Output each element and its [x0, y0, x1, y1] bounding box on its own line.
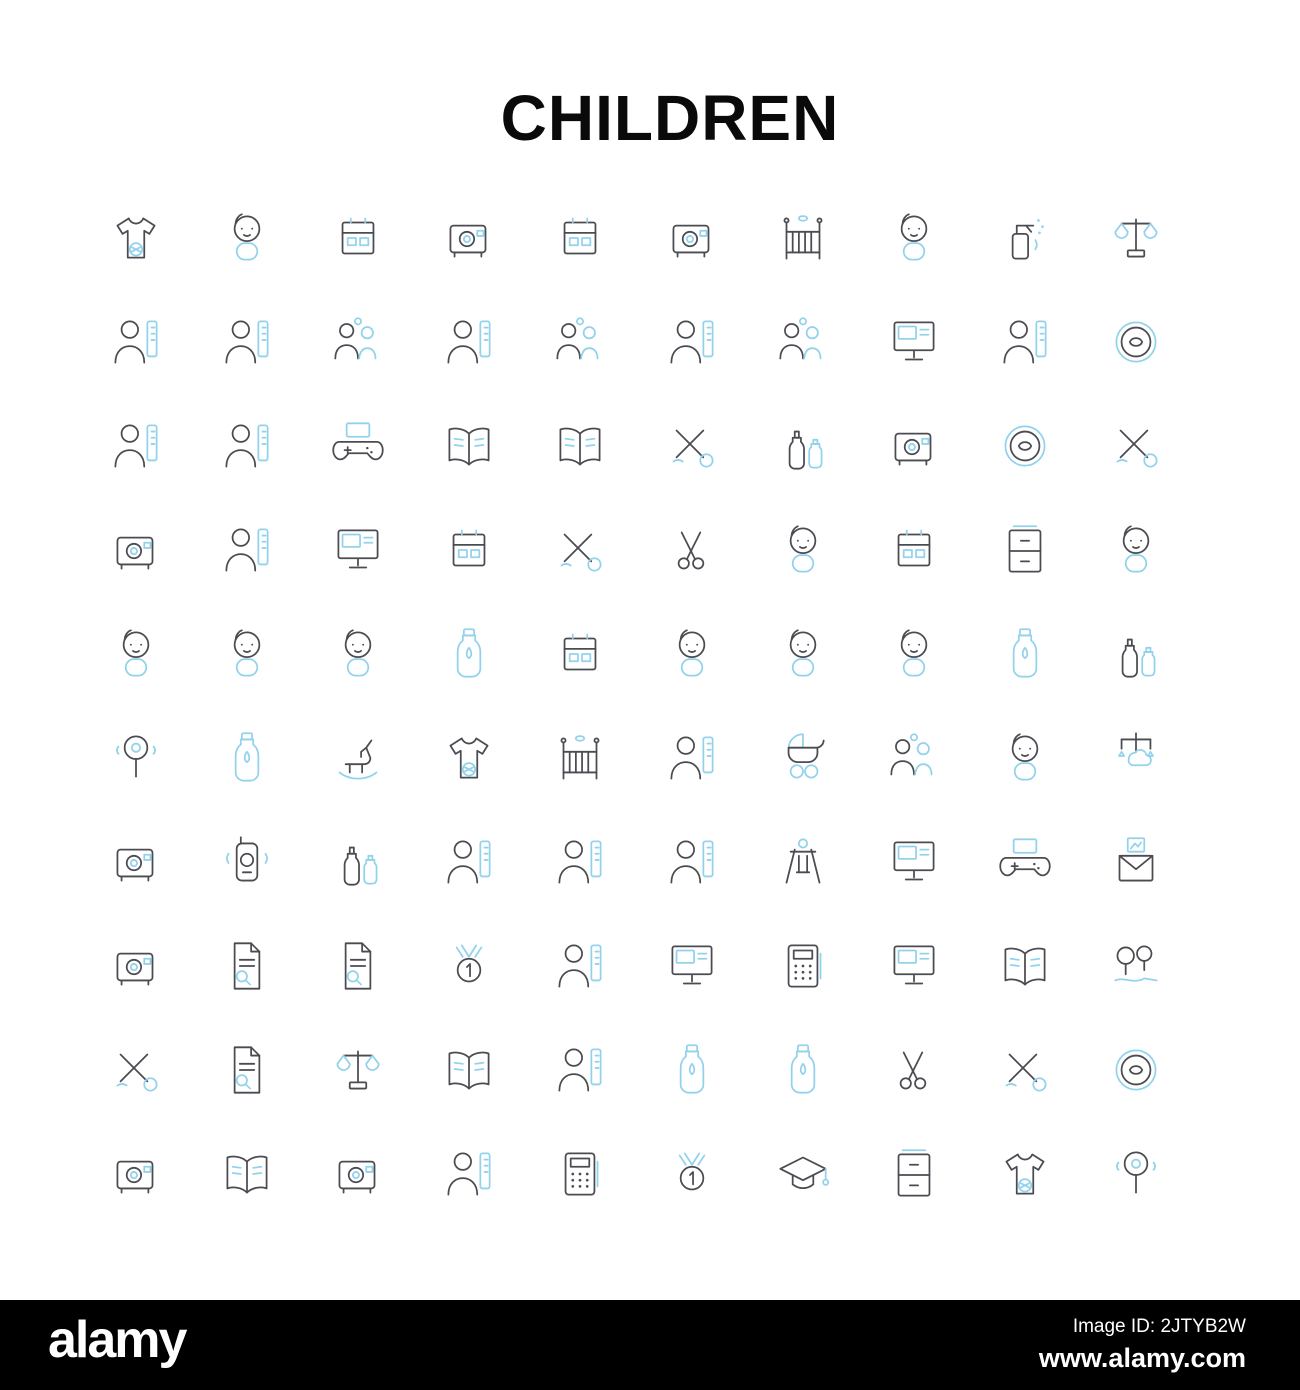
- icon-cell: [858, 1018, 969, 1122]
- icon-cell: [636, 290, 747, 394]
- baby-in-bath-icon: [881, 621, 947, 687]
- icon-cell: [302, 498, 413, 602]
- sports-jersey-icon: [103, 205, 169, 271]
- baby-with-pacifier-icon: [992, 725, 1058, 791]
- child-with-hourglass-icon: [547, 829, 613, 895]
- baby-crib-icon: [547, 725, 613, 791]
- baby-in-costume-icon: [1103, 517, 1169, 583]
- icon-cell: [858, 1122, 969, 1226]
- book-with-bookmark-icon: [214, 1141, 280, 1207]
- icon-cell: [302, 1122, 413, 1226]
- pediatric-nurse-icon: [103, 413, 169, 479]
- icon-cell: [1081, 186, 1192, 290]
- icon-cell: [302, 394, 413, 498]
- icon-cell: [414, 498, 525, 602]
- table-tennis-paddle-icon: [1103, 1141, 1169, 1207]
- scientist-with-test-tube-icon: [436, 309, 502, 375]
- icon-cell: [525, 602, 636, 706]
- icon-cell: [525, 290, 636, 394]
- icon-cell: [302, 290, 413, 394]
- book-with-pencil-icon: [547, 413, 613, 479]
- air-humidifier-icon: [992, 621, 1058, 687]
- icon-cell: [525, 1018, 636, 1122]
- watermark-url: www.alamy.com: [1038, 1343, 1246, 1373]
- icon-cell: [80, 706, 191, 810]
- child-in-bed-icon: [770, 205, 836, 271]
- icon-cell: [302, 1018, 413, 1122]
- baby-in-hooded-towel-icon: [659, 621, 725, 687]
- glue-tube-icon: [659, 1037, 725, 1103]
- icon-cell: [80, 810, 191, 914]
- construction-engineer-icon: [547, 1037, 613, 1103]
- embroidery-hoop-icon: [992, 413, 1058, 479]
- icon-cell: [302, 914, 413, 1018]
- milk-bottles-icon: [770, 413, 836, 479]
- icon-cell: [80, 1122, 191, 1226]
- icon-cell: [636, 1018, 747, 1122]
- gamepad-with-cap-icon: [992, 829, 1058, 895]
- watermark-meta: [1039, 1316, 1246, 1374]
- wardrobe-icon: [881, 1141, 947, 1207]
- mother-child-and-clock-icon: [881, 725, 947, 791]
- icon-cell: [302, 602, 413, 706]
- icon-cell: [414, 394, 525, 498]
- icon-cell: [747, 290, 858, 394]
- id-card-icon: [325, 933, 391, 999]
- icon-cell: [414, 706, 525, 810]
- approved-document-icon: [214, 1037, 280, 1103]
- student-at-desk-icon: [436, 1141, 502, 1207]
- baby-on-potty-icon: [770, 621, 836, 687]
- icon-cell: [80, 1018, 191, 1122]
- envelope-with-photo-icon: [1103, 829, 1169, 895]
- calendar-with-tooth-icon: [325, 205, 391, 271]
- first-place-medal-icon: [436, 933, 502, 999]
- baby-dresser-icon: [992, 517, 1058, 583]
- baby-food-jars-icon: [325, 829, 391, 895]
- icon-cell: [414, 186, 525, 290]
- icon-cell: [1081, 914, 1192, 1018]
- icon-cell: [525, 914, 636, 1018]
- wipes-box-with-cat-icon: [436, 517, 502, 583]
- page-title: CHILDREN: [500, 82, 840, 154]
- online-learning-screen-icon: [881, 829, 947, 895]
- alamy-logo: alamy: [48, 1311, 186, 1369]
- icon-cell: [636, 186, 747, 290]
- breast-pump-icon: [214, 725, 280, 791]
- icon-cell: [747, 394, 858, 498]
- park-trees-icon: [1103, 933, 1169, 999]
- icon-cell: [747, 186, 858, 290]
- school-kid-icon: [214, 517, 280, 583]
- icon-cell: [525, 1122, 636, 1226]
- hairbrush-and-comb-icon: [547, 517, 613, 583]
- image-id-label: Image ID:: [1072, 1316, 1156, 1337]
- icon-cell: [970, 914, 1081, 1018]
- paint-roller-icon: [992, 1037, 1058, 1103]
- icon-cell: [191, 186, 302, 290]
- award-rosette-icon: [659, 1141, 725, 1207]
- baby-romper-icon: [436, 725, 502, 791]
- monitor-with-book-icon: [659, 933, 725, 999]
- icon-cell: [970, 1122, 1081, 1226]
- icon-cell: [302, 810, 413, 914]
- icon-cell: [414, 290, 525, 394]
- icon-cell: [747, 498, 858, 602]
- clock-stand-icon: [103, 933, 169, 999]
- icon-cell: [858, 394, 969, 498]
- child-at-table-icon: [659, 829, 725, 895]
- thermos-flask-icon: [770, 1037, 836, 1103]
- icon-cell: [1081, 1018, 1192, 1122]
- number-blocks-icon: [547, 205, 613, 271]
- icon-cell: [1081, 394, 1192, 498]
- swing-set-icon: [770, 829, 836, 895]
- baby-lotion-bottle-icon: [436, 621, 502, 687]
- icon-cell: [636, 706, 747, 810]
- icon-cell: [191, 394, 302, 498]
- icon-cell: [191, 602, 302, 706]
- icon-cell: [191, 1122, 302, 1226]
- baby-monitor-handset-icon: [214, 829, 280, 895]
- icon-cell: [858, 186, 969, 290]
- calculator-icon: [547, 1141, 613, 1207]
- icon-cell: [414, 914, 525, 1018]
- icon-cell: [525, 498, 636, 602]
- icon-cell: [414, 1018, 525, 1122]
- icon-cell: [970, 290, 1081, 394]
- icon-cell: [747, 1018, 858, 1122]
- image-id: [1039, 1316, 1246, 1338]
- icon-cell: [414, 602, 525, 706]
- nurse-with-child-icon: [770, 309, 836, 375]
- safe-box-icon: [436, 205, 502, 271]
- icon-cell: [1081, 810, 1192, 914]
- icon-cell: [747, 914, 858, 1018]
- baby-car-seat-icon: [881, 517, 947, 583]
- wedding-couple-icon: [547, 309, 613, 375]
- icon-cell: [302, 186, 413, 290]
- projector-icon: [103, 1141, 169, 1207]
- watermark-bar: [0, 1300, 1300, 1390]
- baby-stroller-icon: [770, 725, 836, 791]
- photo-editor-window-icon: [881, 933, 947, 999]
- child-vaccination-icon: [992, 309, 1058, 375]
- toy-machine-icon: [881, 413, 947, 479]
- icon-cell: [1081, 290, 1192, 394]
- craft-scissors-icon: [881, 1037, 947, 1103]
- image-id-value: 2JTYB2W: [1160, 1316, 1246, 1337]
- crib-mobile-icon: [1103, 725, 1169, 791]
- family-group-icon: [325, 309, 391, 375]
- icon-cell: [191, 914, 302, 1018]
- icon-cell: [80, 394, 191, 498]
- icon-cell: [858, 706, 969, 810]
- breastfeeding-mother-icon: [659, 725, 725, 791]
- washing-hands-icon: [992, 205, 1058, 271]
- math-books-icon: [436, 1037, 502, 1103]
- icon-cell: [191, 1018, 302, 1122]
- fetus-in-womb-icon: [1103, 309, 1169, 375]
- icon-cell: [302, 706, 413, 810]
- garden-shovel-icon: [103, 1037, 169, 1103]
- icon-cell: [636, 914, 747, 1018]
- icon-cell: [80, 186, 191, 290]
- icon-cell: [191, 498, 302, 602]
- icon-cell: [1081, 602, 1192, 706]
- photo-printer-icon: [325, 1141, 391, 1207]
- icon-cell: [858, 602, 969, 706]
- icon-cell: [970, 810, 1081, 914]
- scissors-icon: [659, 517, 725, 583]
- icon-cell: [747, 1122, 858, 1226]
- baby-with-blanket-icon: [325, 621, 391, 687]
- icon-cell: [80, 914, 191, 1018]
- baby-with-thermometer-icon: [103, 621, 169, 687]
- baby-wipes-pack-icon: [547, 621, 613, 687]
- person-with-coffee-icon: [547, 933, 613, 999]
- icon-cell: [858, 914, 969, 1018]
- icon-cell: [858, 810, 969, 914]
- video-presentation-icon: [325, 517, 391, 583]
- icon-cell: [636, 1122, 747, 1226]
- geometry-notebook-icon: [992, 933, 1058, 999]
- baby-scale-icon: [1103, 205, 1169, 271]
- icon-cell: [414, 1122, 525, 1226]
- icon-cell: [636, 498, 747, 602]
- microbes-icon: [1103, 1037, 1169, 1103]
- icon-cell: [1081, 1122, 1192, 1226]
- math-book-icon: [436, 413, 502, 479]
- icon-cell: [636, 810, 747, 914]
- child-chef-icon: [214, 413, 280, 479]
- baby-monitor-camera-icon: [103, 829, 169, 895]
- tin-can-and-wheel-icon: [659, 205, 725, 271]
- icon-cell: [414, 810, 525, 914]
- icon-cell: [1081, 498, 1192, 602]
- swaddled-baby-and-bottle-icon: [881, 205, 947, 271]
- icon-cell: [858, 290, 969, 394]
- icon-cell: [636, 394, 747, 498]
- icon-grid: [80, 186, 1192, 1226]
- document-search-icon: [214, 933, 280, 999]
- scales-of-justice-icon: [325, 1037, 391, 1103]
- sewing-machine-icon: [103, 517, 169, 583]
- icon-cell: [747, 602, 858, 706]
- icon-cell: [970, 706, 1081, 810]
- icon-cell: [970, 1018, 1081, 1122]
- icon-cell: [525, 810, 636, 914]
- graduation-cap-icon: [770, 1141, 836, 1207]
- rocking-horse-icon: [325, 725, 391, 791]
- icon-cell: [970, 186, 1081, 290]
- baby-rattle-icon: [103, 725, 169, 791]
- icon-cell: [747, 706, 858, 810]
- sneezing-child-icon: [214, 205, 280, 271]
- game-controller-icon: [325, 413, 391, 479]
- icon-cell: [636, 602, 747, 706]
- doctor-video-call-icon: [881, 309, 947, 375]
- icon-cell: [80, 498, 191, 602]
- icon-cell: [525, 394, 636, 498]
- yarn-and-needles-icon: [659, 413, 725, 479]
- icon-cell: [80, 602, 191, 706]
- hands-with-paper-icon: [1103, 413, 1169, 479]
- jacket-icon: [992, 1141, 1058, 1207]
- icon-cell: [80, 290, 191, 394]
- peg-board-icon: [770, 933, 836, 999]
- piano-lesson-icon: [436, 829, 502, 895]
- young-gymnast-icon: [659, 309, 725, 375]
- icon-cell: [191, 290, 302, 394]
- person-with-spray-icon: [214, 309, 280, 375]
- icon-cell: [747, 810, 858, 914]
- baby-in-bonnet-icon: [214, 621, 280, 687]
- icon-cell: [525, 186, 636, 290]
- icon-cell: [1081, 706, 1192, 810]
- baby-care-bottles-icon: [1103, 621, 1169, 687]
- icon-cell: [858, 498, 969, 602]
- icon-cell: [970, 394, 1081, 498]
- icon-cell: [525, 706, 636, 810]
- height-chart-child-icon: [103, 309, 169, 375]
- icon-cell: [191, 810, 302, 914]
- baby-in-diaper-icon: [770, 517, 836, 583]
- icon-cell: [970, 602, 1081, 706]
- icon-cell: [191, 706, 302, 810]
- icon-cell: [970, 498, 1081, 602]
